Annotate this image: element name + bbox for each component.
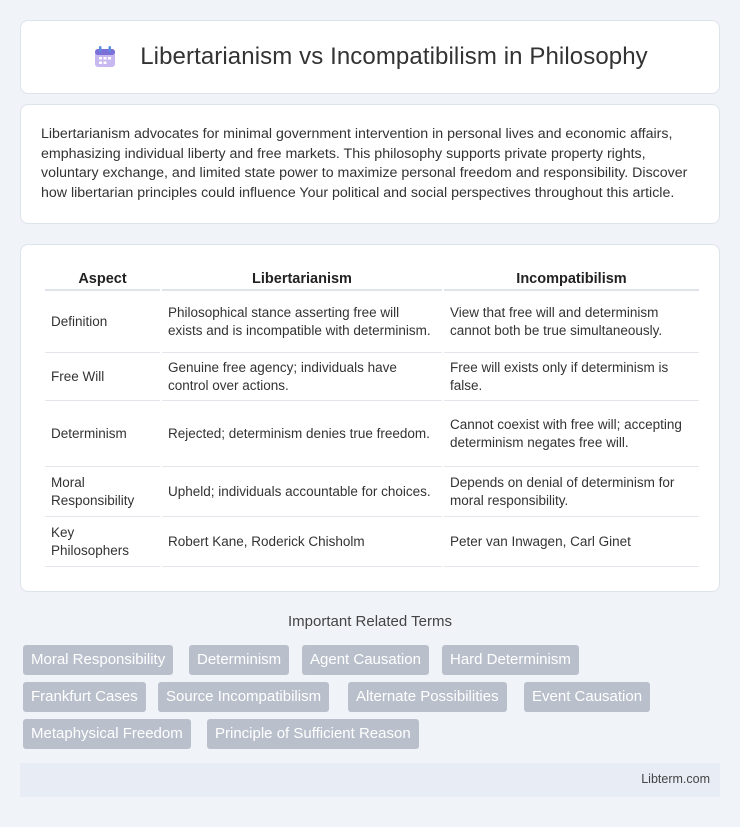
table-cell: Moral Responsibility (45, 467, 160, 517)
table-cell: Cannot coexist with free will; accepting determinism negates free will. (444, 401, 699, 467)
tag-determinism[interactable]: Determinism (189, 645, 289, 675)
table-cell: Rejected; determinism denies true freedom. (162, 401, 442, 467)
table-cell: Determinism (45, 401, 160, 467)
column-header-incompatibilism: Incompatibilism (444, 263, 699, 291)
tag-moral-responsibility[interactable]: Moral Responsibility (23, 645, 173, 675)
tag-frankfurt-cases[interactable]: Frankfurt Cases (23, 682, 146, 712)
column-header-libertarianism: Libertarianism (162, 263, 442, 291)
table-cell: Key Philosophers (45, 517, 160, 567)
table-cell: Definition (45, 291, 160, 353)
table-row (45, 353, 699, 401)
tag-alternate-possibilities[interactable]: Alternate Possibilities (348, 682, 507, 712)
tag-event-causation[interactable]: Event Causation (524, 682, 650, 712)
related-terms-heading: Important Related Terms (288, 613, 452, 630)
table-row (45, 291, 699, 353)
tag-agent-causation[interactable]: Agent Causation (302, 645, 429, 675)
intro-text: Libertarianism advocates for minimal government intervention in personal lives and economic affairs, emphasizing individual liberty and free markets. This philosophy supports private property rights, voluntary exchange, and limited state power to maximize personal freedom and responsibility. Discover how libertarian principles could influence Your political and social perspectives throughout this article. (41, 126, 688, 201)
footer-brand-link[interactable]: Libterm.com (641, 772, 710, 786)
tag-source-incompatibilism[interactable]: Source Incompatibilism (158, 682, 329, 712)
calendar-icon (92, 44, 118, 70)
table-cell: View that free will and determinism cannot both be true simultaneously. (444, 291, 699, 353)
table-cell: Depends on denial of determinism for moral responsibility. (444, 467, 699, 517)
table-row (45, 517, 699, 567)
comparison-card (20, 244, 720, 592)
table-row (45, 467, 699, 517)
table-header-row (45, 263, 699, 291)
page-title: Libertarianism vs Incompatibilism in Philosophy (140, 43, 648, 70)
table-cell: Genuine free agency; individuals have control over actions. (162, 353, 442, 401)
title-card (20, 20, 720, 94)
tag-metaphysical-freedom[interactable]: Metaphysical Freedom (23, 719, 191, 749)
tag-principle-of-sufficient-reason[interactable]: Principle of Sufficient Reason (207, 719, 419, 749)
column-header-aspect: Aspect (45, 263, 160, 291)
table-cell: Robert Kane, Roderick Chisholm (162, 517, 442, 567)
table-cell: Free Will (45, 353, 160, 401)
intro-card (20, 104, 720, 224)
table-cell: Peter van Inwagen, Carl Ginet (444, 517, 699, 567)
comparison-table (43, 263, 701, 567)
table-row (45, 401, 699, 467)
tag-hard-determinism[interactable]: Hard Determinism (442, 645, 579, 675)
footer (20, 763, 720, 797)
table-cell: Philosophical stance asserting free will exists and is incompatible with determinism. (162, 291, 442, 353)
table-cell: Free will exists only if determinism is false. (444, 353, 699, 401)
table-cell: Upheld; individuals accountable for choices. (162, 467, 442, 517)
